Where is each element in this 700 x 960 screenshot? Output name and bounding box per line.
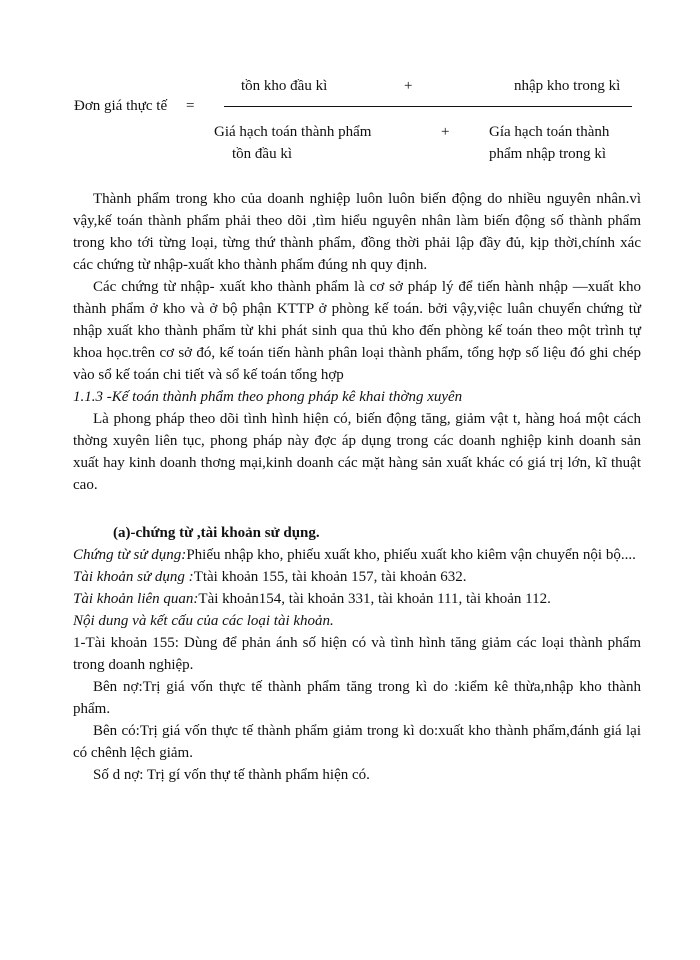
section-heading-a: (a)-chứng từ ,tài khoản sử dụng. (113, 525, 320, 541)
debit-side-paragraph: Bên nợ:Trị giá vốn thực tế thành phẩm tăng trong kì do :kiểm kê thừa,nhập kho thành phẩm. (73, 679, 641, 717)
denominator-left-line2: tồn đầu kì (232, 146, 292, 162)
paragraph-method: Là phong pháp theo dõi tình hình hiện có, biến động tăng, giảm vật t, hàng hoá một cách thờng xuyên liên tục, phong pháp này đợc áp dụng trong các doanh nghiệp kinh doanh sản xuất hay kinh doanh thơng mại,kinh doanh các mặt hàng sản xuất khác có giá trị lớn, kĩ thuật cao. (73, 411, 641, 493)
paragraph-documents: Các chứng từ nhập- xuất kho thành phẩm là cơ sở pháp lý để tiến hành nhập —xuất kho thành phẩm ở kho và ở bộ phận KTTP ở phòng kế toán. bởi vậy,việc luân chuyển chứng từ nhập xuất kho thành phẩm từ khi phát sinh qua thủ kho đến phòng kế toán theo một trình tự khoa học.trên cơ sở đó, kế toán tiến hành phân loại thành phẩm, tổng hợp số liệu đó ghi chép vào sổ kế toán chi tiết và sổ kế toán tổng hợp (73, 279, 641, 383)
documents-used-label: Chứng từ sử dụng: (73, 547, 187, 563)
denominator-plus: + (441, 124, 450, 140)
credit-side-paragraph: Bên có:Trị giá vốn thực tế thành phẩm giảm trong kì do:xuất kho thành phẩm,đánh giá lại có chênh lệch giảm. (73, 723, 641, 761)
documents-used-text: Phiếu nhập kho, phiếu xuất kho, phiếu xuất kho kiêm vận chuyển nội bộ.... (186, 547, 636, 563)
accounts-used-line (73, 566, 641, 588)
numerator-right: nhập kho trong kì (514, 78, 621, 94)
account-155-paragraph: 1-Tài khoản 155: Dùng để phản ánh số hiện có và tình hình tăng giảm các loại thành phẩm trong doanh nghiệp. (73, 635, 641, 673)
numerator-left: tồn kho đầu kì (241, 78, 328, 94)
document-body (73, 188, 641, 786)
documents-used-line (73, 544, 641, 566)
fraction-line (224, 106, 632, 107)
related-accounts-text: Tài khoản154, tài khoản 331, tài khoản 111, tài khoản 112. (198, 591, 551, 607)
unit-price-formula (0, 0, 700, 175)
related-accounts-label: Tài khoản liên quan: (73, 591, 199, 607)
heading-1-1-3: 1.1.3 -Kế toán thành phẩm theo phong pháp kê khai thờng xuyên (73, 389, 463, 405)
formula-equals: = (186, 98, 195, 114)
content-structure-heading: Nội dung và kết cấu của các loại tài khoản. (73, 613, 334, 629)
balance-paragraph: Số d nợ: Trị gí vốn thự tế thành phẩm hiện có. (93, 767, 370, 783)
formula-label: Đơn giá thực tế (74, 98, 168, 114)
accounts-used-label: Tài khoản sử dụng : (73, 569, 194, 585)
denominator-right-line1: Gía hạch toán thành (489, 124, 610, 140)
numerator-plus: + (404, 78, 413, 94)
paragraph-inventory-changes: Thành phẩm trong kho của doanh nghiệp luôn luôn biến động do nhiều nguyên nhân.vì vậy,kế toán thành phẩm phải theo dõi ,tìm hiểu nguyên nhân làm biến động số thành phẩm trong kho tới từng loại, từng thứ thành phẩm, đồng thời phải lập đầy đủ, kịp thời,chính xác các chứng từ nhập-xuất kho thành phẩm đúng nh quy định. (73, 191, 641, 273)
denominator-right-line2: phẩm nhập trong kì (489, 146, 607, 162)
denominator-left-line1: Giá hạch toán thành phẩm (214, 124, 372, 140)
related-accounts-line (73, 588, 641, 610)
accounts-used-text: Ttài khoản 155, tài khoản 157, tài khoản 632. (193, 569, 467, 585)
spacer (73, 496, 641, 522)
